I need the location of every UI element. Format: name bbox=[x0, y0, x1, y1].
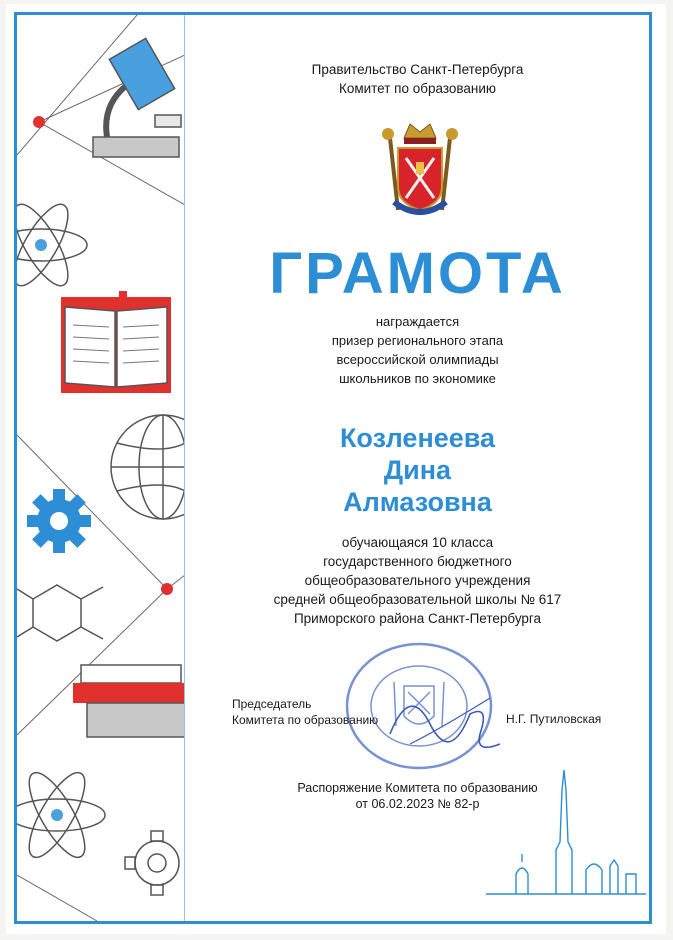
recipient-name bbox=[185, 422, 650, 518]
recipient-surname: Козленеева bbox=[339, 423, 496, 453]
atom-icon bbox=[17, 765, 105, 864]
school-line: обучающаяся 10 класса bbox=[341, 535, 494, 550]
issuer-government: Правительство Санкт-Петербурга bbox=[311, 62, 524, 77]
award-description bbox=[185, 312, 650, 388]
school-line: Приморского района Санкт-Петербурга bbox=[293, 611, 542, 626]
gear-icon bbox=[125, 831, 179, 895]
order-line: от 06.02.2023 № 82-р bbox=[355, 797, 480, 811]
books-stack-icon bbox=[73, 665, 185, 737]
signatory-name: Н.Г. Путиловская bbox=[506, 712, 602, 726]
issuer-committee: Комитет по образованию bbox=[338, 81, 497, 96]
signatory-position bbox=[232, 696, 378, 728]
coat-of-arms-icon bbox=[370, 118, 470, 222]
molecule-icon bbox=[17, 585, 103, 641]
atom-icon bbox=[17, 197, 87, 293]
decorative-panel bbox=[17, 15, 185, 921]
signature-scribble bbox=[380, 674, 510, 764]
microscope-icon bbox=[93, 38, 181, 157]
position-line: Комитета по образованию bbox=[232, 713, 379, 727]
school-line: общеобразовательного учреждения bbox=[304, 573, 531, 588]
skyline-icon bbox=[486, 770, 646, 900]
gear-icon bbox=[27, 489, 91, 553]
order-line: Распоряжение Комитета по образованию bbox=[297, 781, 538, 795]
school-info bbox=[185, 533, 650, 628]
award-line: всероссийской олимпиады bbox=[336, 352, 499, 367]
certificate-title: ГРАМОТА bbox=[269, 241, 566, 306]
school-line: средней общеобразовательной школы № 617 bbox=[273, 592, 562, 607]
globe-icon bbox=[111, 415, 185, 519]
recipient-patronymic: Алмазовна bbox=[343, 487, 492, 517]
award-line: школьников по экономике bbox=[339, 371, 496, 386]
award-line: призер регионального этапа bbox=[331, 333, 504, 348]
recipient-first-name: Дина bbox=[383, 455, 452, 485]
award-line: награждается bbox=[375, 314, 460, 329]
school-line: государственного бюджетного bbox=[323, 554, 512, 569]
book-icon bbox=[61, 291, 171, 393]
issuer-header bbox=[185, 60, 650, 98]
position-line: Председатель bbox=[232, 697, 312, 711]
